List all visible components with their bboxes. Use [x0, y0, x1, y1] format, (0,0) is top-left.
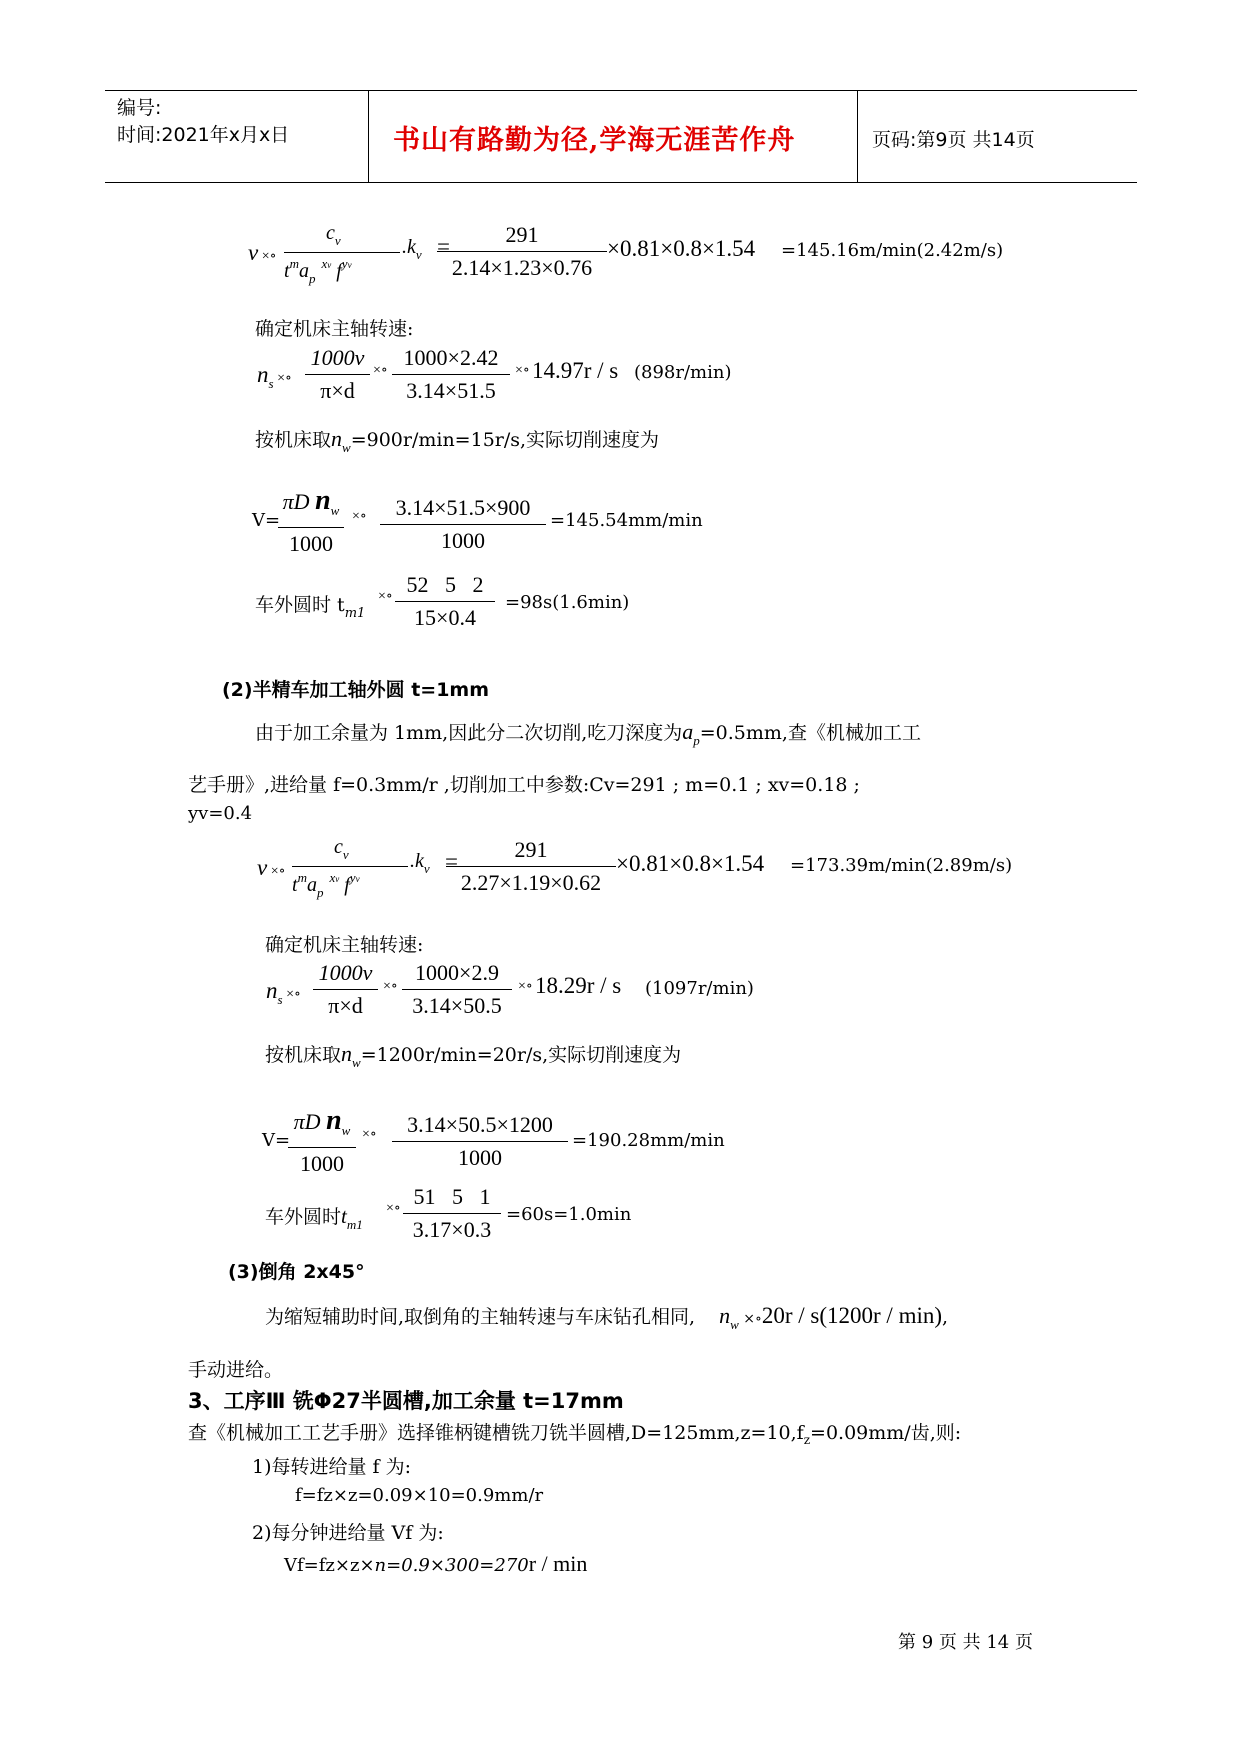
eq-feed-per-rev: f=fz×z=0.09×10=0.9mm/r: [295, 1485, 544, 1506]
V-fraction-2: 3.14×51.5×900 1000: [380, 495, 546, 554]
ns2-lhs: $n_s$ ×∘: [266, 978, 301, 1007]
v2-result: =173.39m/min(2.89m/s): [790, 855, 1013, 876]
V2-fraction-2: 3.14×50.5×1200 1000: [392, 1112, 568, 1171]
eq-feed-per-min: Vf=fz×z×n=0.9×300=270r / min: [284, 1551, 588, 1576]
V-result: =145.54mm/min: [550, 510, 703, 531]
take-nw-line-2: 按机床取$n_w=1200r/\min=20r/s$,实际切削速度为: [265, 1041, 682, 1070]
v2-tail: ×0.81×0.8×1.54: [616, 851, 765, 876]
ns2-result-paren: (1097r/min): [645, 978, 754, 999]
para-chamfer-2: 手动进给。: [188, 1359, 284, 1381]
v2-fraction: 291 2.27×1.19×0.62: [446, 837, 616, 896]
header-divider-right: [857, 90, 858, 182]
tm-label-1: 车外圆时 $t_{m1}$: [255, 594, 366, 621]
V2-result: =190.28mm/min: [572, 1130, 725, 1151]
para-semi-line2: 艺手册》,进给量 f=0.3mm/r ,切削加工中参数:Cv=291 ; m=0.1 ; xv=0.18 ;: [188, 774, 860, 796]
ns2-fraction-1: 1000v π×d: [313, 960, 378, 1019]
tm-fraction-1: 52 5 2 15×0.4: [395, 572, 495, 631]
v-denominator: 2.14×1.23×0.76: [451, 255, 593, 280]
para-semi-line1: 由于加工余量为 1mm,因此分二次切削,吃刀深度为$a_p=0.5mm$,查《机械加工工: [255, 719, 921, 748]
para-milling: 查《机械加工工艺手册》选择锥柄键槽铣刀铣半圆槽$,D=125mm,z=10,f_z=0.09mm/$齿,则:: [188, 1422, 962, 1447]
ns2-result: 18.29r / s: [535, 973, 622, 998]
v-formula-lhs: v ×∘: [248, 240, 277, 265]
tm-label-2: 车外圆时$t_{m1}$: [265, 1204, 363, 1232]
header-bottom-border: [105, 182, 1137, 183]
v-numerator: 291: [505, 222, 539, 247]
spindle-label-1: 确定机床主轴转速:: [255, 318, 414, 340]
spindle-label-2: 确定机床主轴转速:: [265, 934, 424, 956]
page-label: 页码:第9页 共14页: [872, 129, 1035, 151]
item-feed-per-min: 2)每分钟进给量 Vf 为:: [252, 1522, 444, 1544]
v-result: =145.16m/min(2.42m/s): [781, 240, 1004, 261]
ns-lhs: $n_s$ ×∘: [257, 362, 292, 391]
header-divider-left: [368, 90, 369, 182]
V2-prefix: V=: [262, 1130, 291, 1151]
tm-fraction-2: 51 5 1 3.17×0.3: [403, 1184, 501, 1243]
V-fraction-1: πD $n_w$ 1000: [278, 488, 344, 557]
tm-result-2: =60s=1.0min: [506, 1204, 632, 1225]
heading-chamfer: (3)倒角 2x45°: [228, 1261, 365, 1283]
time-label: 时间:2021年x月x日: [117, 124, 290, 146]
ns-fraction-2: 1000×2.42 3.14×51.5: [392, 345, 510, 404]
v-tail: ×0.81×0.8×1.54: [607, 236, 756, 261]
item-feed-per-rev: 1)每转进给量 f 为:: [252, 1456, 412, 1478]
footer-page-number: 第 9 页 共 14 页: [898, 1632, 1033, 1653]
para-chamfer: 为缩短辅助时间,取倒角的主轴转速与车床钻孔相同, $n_w$ ×∘20r / s(1200r / min),: [265, 1303, 949, 1332]
serial-label: 编号:: [117, 97, 162, 119]
heading-milling: 3、工序Ⅲ 铣Φ27半圆槽,加工余量 t=17mm: [188, 1389, 624, 1413]
v-fraction: [437, 222, 607, 281]
header-top-border: [105, 90, 1137, 91]
ns-result-paren: (898r/min): [634, 362, 732, 383]
tm-result-1: =98s(1.6min): [505, 592, 630, 613]
v2-formula-lhs: v ×∘: [257, 855, 286, 880]
ns-result: 14.97r / s: [532, 358, 619, 383]
heading-semi-finish: (2)半精车加工轴外圆 t=1mm: [222, 679, 490, 701]
ns2-fraction-2: 1000×2.9 3.14×50.5: [402, 960, 512, 1019]
ns-fraction-1: 1000v π×d: [305, 345, 370, 404]
para-semi-line3: yv=0.4: [188, 803, 253, 824]
V-prefix: V=: [252, 510, 281, 531]
motto: 书山有路勤为径,学海无涯苦作舟: [393, 125, 796, 156]
V2-fraction-1: πD $n_w$ 1000: [288, 1108, 356, 1177]
take-nw-line-1: 按机床取$n_w=900r/\min=15r/s$,实际切削速度为: [255, 426, 660, 455]
